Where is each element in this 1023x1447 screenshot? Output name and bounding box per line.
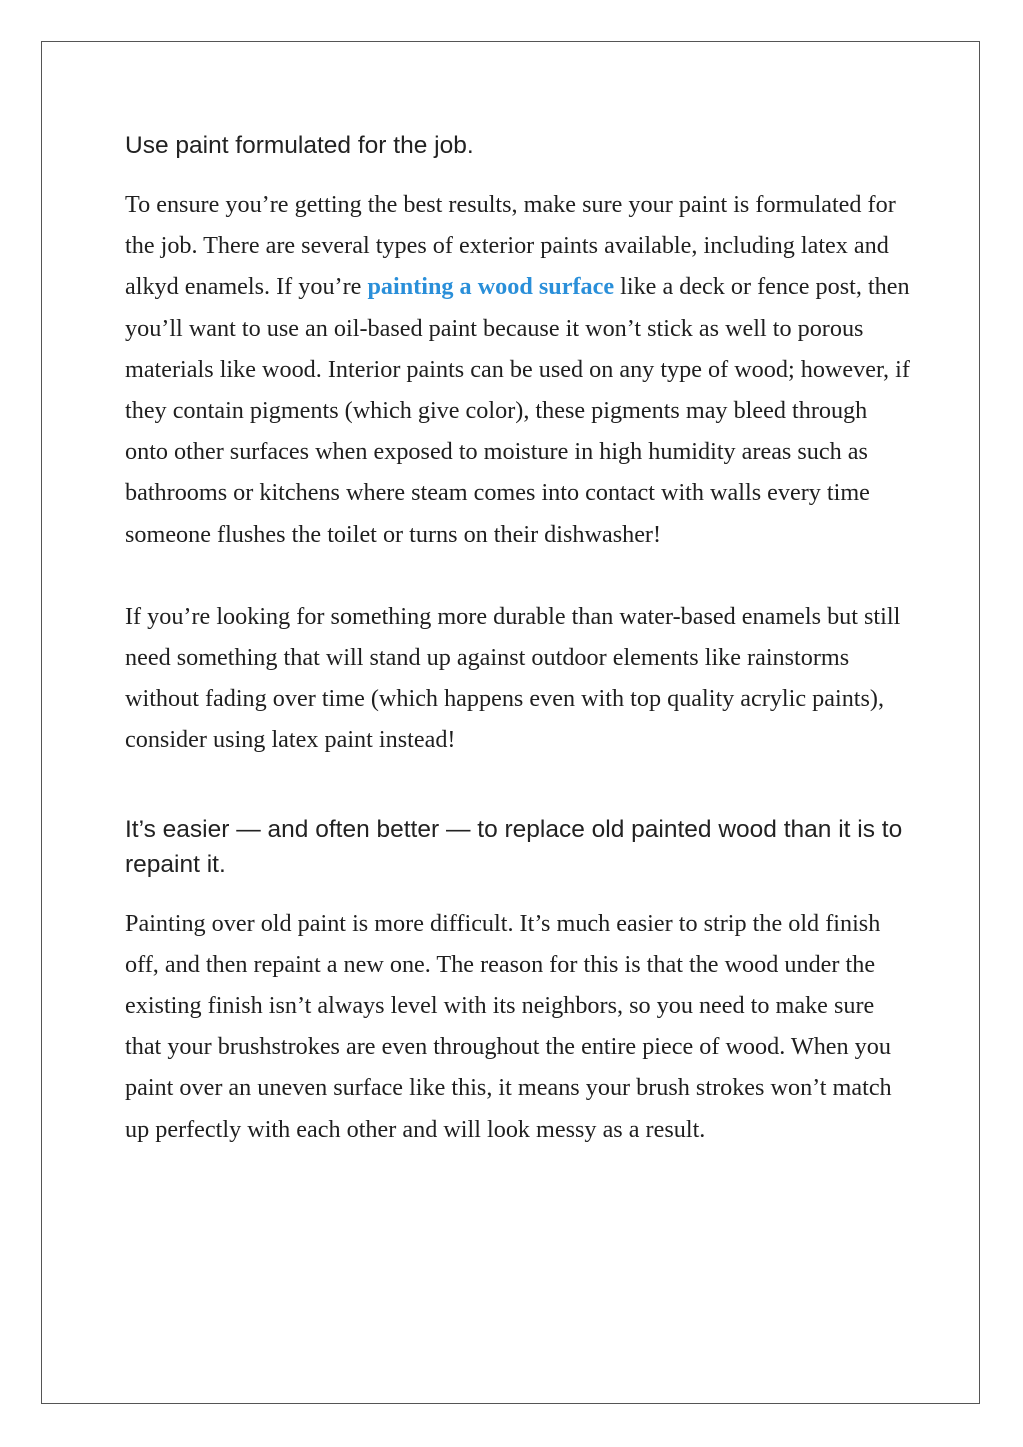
section-heading-replace-wood: It’s easier — and often better — to replace old painted wood than it is to repaint it.	[125, 815, 903, 878]
painting-wood-surface-link[interactable]: painting a wood surface	[367, 273, 615, 301]
article-content	[125, 128, 915, 1150]
page-frame	[41, 41, 980, 1404]
section-heading-paint-formulated: Use paint formulated for the job.	[125, 132, 474, 159]
paragraph-painting-over-old-paint: Painting over old paint is more difficult. It’s much easier to strip the old finish off, and then repaint a new one. The reason for this is that the wood under the existing finish isn’t always level with its neighbors, so you need to make sure that your brushstrokes are even throughout the entire piece of wood. When you paint over an uneven surface like this, it means your brush strokes won’t match up perfectly with each other and will look messy as a result.	[125, 909, 892, 1143]
paragraph-paint-types	[125, 184, 915, 555]
paragraph-latex-paint: If you’re looking for something more durable than water-based enamels but still need something that will stand up against outdoor elements like rainstorms without fading over time (which happens even with top quality acrylic paints), consider using latex paint instead!	[125, 602, 901, 754]
paragraph-text: To ensure you’re getting the best results, make sure your paint is formulated for the job. There are several types of exterior paints available, including latex and alkyd enamels. If you’re	[125, 191, 896, 301]
paragraph-text: like a deck or fence post, then you’ll want to use an oil-based paint because it won’t stick as well to porous materials like wood. Interior paints can be used on any type of wood; however, if they contain pigments (which give color), these pigments may bleed through onto other surfaces when exposed to moisture in high humidity areas such as bathrooms or kitchens where steam comes into contact with walls every time someone flushes the toilet or turns on their dishwasher!	[125, 273, 910, 548]
